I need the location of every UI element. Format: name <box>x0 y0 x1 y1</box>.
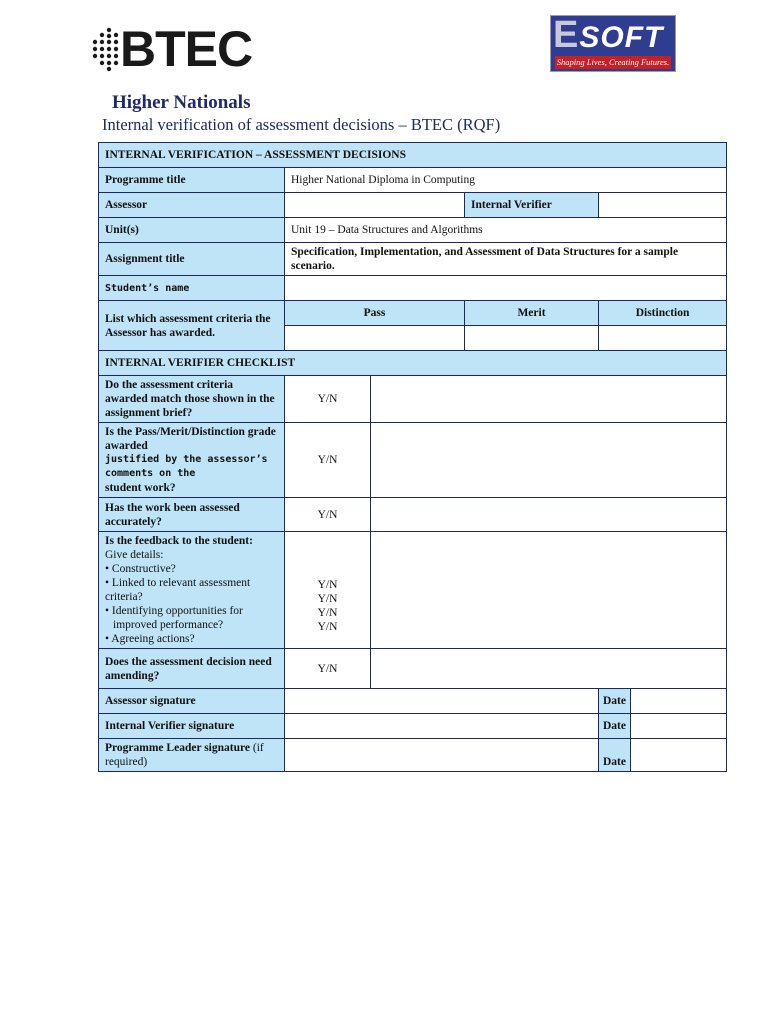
yn-grade-justified[interactable]: Y/N <box>285 423 371 498</box>
comment-assessed-accurately[interactable] <box>371 498 727 532</box>
iv-signature-label: Internal Verifier signature <box>99 714 285 739</box>
feedback-item: • Identifying opportunities for <box>105 605 243 617</box>
internal-verifier-field[interactable] <box>599 193 727 218</box>
page-title: Higher Nationals <box>112 92 251 113</box>
merit-header: Merit <box>465 301 599 326</box>
feedback-item: • Linked to relevant assessment criteria? <box>105 577 251 603</box>
comment-criteria-match[interactable] <box>371 376 727 423</box>
yn-amending[interactable]: Y/N <box>285 649 371 689</box>
assessor-date-field[interactable] <box>631 689 727 714</box>
distinction-header: Distinction <box>599 301 727 326</box>
section-title-decisions: INTERNAL VERIFICATION – ASSESSMENT DECISIONS <box>99 143 727 168</box>
assignment-label: Assignment title <box>99 243 285 276</box>
yn-feedback-linked[interactable]: Y/N <box>317 593 338 605</box>
section-title-checklist: INTERNAL VERIFIER CHECKLIST <box>99 351 727 376</box>
pl-signature-field[interactable] <box>285 739 599 772</box>
question-feedback <box>99 532 285 649</box>
esoft-logo <box>550 15 676 72</box>
btec-wordmark: BTEC <box>120 21 253 77</box>
assessor-label: Assessor <box>99 193 285 218</box>
question-feedback-give: Give details: <box>105 549 164 561</box>
question-amending: Does the assessment decision need amending? <box>99 649 285 689</box>
yn-feedback-agreeing[interactable]: Y/N <box>317 621 338 633</box>
programme-label: Programme title <box>99 168 285 193</box>
question-grade-justified-line1: Is the Pass/Merit/Distinction grade awarded <box>105 426 276 452</box>
yn-feedback-opportunities[interactable]: Y/N <box>317 607 338 619</box>
units-value[interactable]: Unit 19 – Data Structures and Algorithms <box>285 218 727 243</box>
distinction-criteria-field[interactable] <box>599 326 727 351</box>
assessor-date-label: Date <box>599 689 631 714</box>
esoft-tagline: Shaping Lives, Creating Futures. <box>556 57 670 67</box>
esoft-initial: E <box>553 14 580 56</box>
pl-date-label: Date <box>599 739 631 772</box>
student-name-label-text: Student’s name <box>105 282 190 294</box>
pl-signature-label-text: Programme Leader signature <box>105 742 251 754</box>
yn-assessed-accurately[interactable]: Y/N <box>285 498 371 532</box>
btec-dots-icon <box>92 26 122 72</box>
pl-date-field[interactable] <box>631 739 727 772</box>
feedback-item: • Agreeing actions? <box>105 633 195 645</box>
yn-feedback-constructive[interactable]: Y/N <box>317 579 338 591</box>
comment-feedback[interactable] <box>371 532 727 649</box>
internal-verifier-label: Internal Verifier <box>465 193 599 218</box>
comment-grade-justified[interactable] <box>371 423 727 498</box>
question-feedback-title: Is the feedback to the student: <box>105 535 253 547</box>
iv-date-field[interactable] <box>631 714 727 739</box>
verification-form <box>98 142 727 772</box>
pass-criteria-field[interactable] <box>285 326 465 351</box>
pl-signature-note: (if required) <box>105 742 264 768</box>
question-assessed-accurately: Has the work been assessed accurately? <box>99 498 285 532</box>
question-criteria-match: Do the assessment criteria awarded match those shown in the assignment brief? <box>99 376 285 423</box>
assessor-signature-field[interactable] <box>285 689 599 714</box>
units-label: Unit(s) <box>99 218 285 243</box>
iv-signature-field[interactable] <box>285 714 599 739</box>
student-name-field[interactable] <box>285 276 727 301</box>
iv-date-label: Date <box>599 714 631 739</box>
question-grade-justified <box>99 423 285 498</box>
feedback-item: • Constructive? <box>105 563 176 575</box>
assessor-signature-label: Assessor signature <box>99 689 285 714</box>
pl-signature-label <box>99 739 285 772</box>
programme-value[interactable]: Higher National Diploma in Computing <box>285 168 727 193</box>
student-name-label <box>99 276 285 301</box>
comment-amending[interactable] <box>371 649 727 689</box>
criteria-label: List which assessment criteria the Assessor has awarded. <box>99 301 285 351</box>
question-grade-justified-line2: justified by the assessor’s comments on the <box>105 454 268 479</box>
feedback-item: improved performance? <box>113 619 224 631</box>
esoft-wordmark <box>553 14 663 57</box>
assessor-field[interactable] <box>285 193 465 218</box>
merit-criteria-field[interactable] <box>465 326 599 351</box>
yn-feedback-group <box>285 532 371 649</box>
assignment-value[interactable]: Specification, Implementation, and Assessment of Data Structures for a sample scenario. <box>285 243 727 276</box>
yn-criteria-match[interactable]: Y/N <box>285 376 371 423</box>
pass-header: Pass <box>285 301 465 326</box>
question-grade-justified-line3: student work? <box>105 482 176 494</box>
esoft-rest: SOFT <box>579 21 664 54</box>
btec-logo <box>92 21 253 78</box>
page-subtitle: Internal verification of assessment decisions – BTEC (RQF) <box>102 115 501 134</box>
